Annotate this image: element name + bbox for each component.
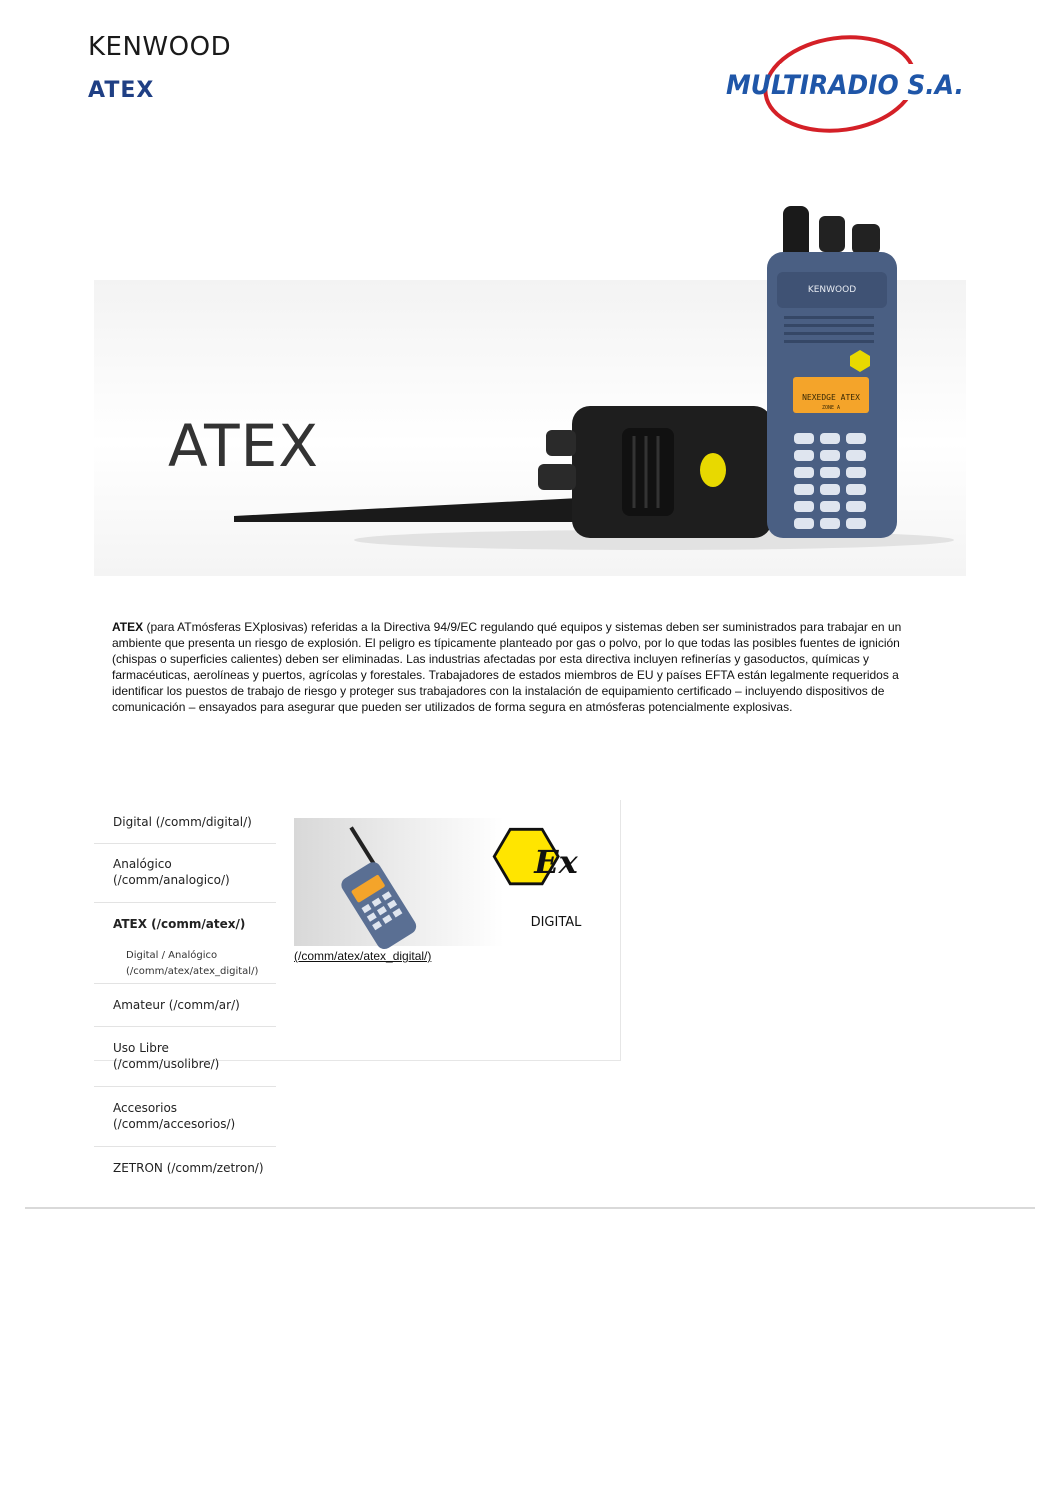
sidebar-item-digital[interactable] — [94, 814, 276, 844]
black-radio-icon — [538, 406, 772, 538]
multiradio-logo — [720, 32, 970, 132]
sidebar-item-label: Uso Libre (/comm/usolibre/) — [113, 1041, 220, 1071]
sidebar-item-label: Amateur (/comm/ar/) — [113, 998, 240, 1012]
footer-divider — [25, 1207, 1035, 1209]
blue-radio-icon — [767, 206, 897, 538]
banner-radios-image — [94, 200, 966, 576]
intro-paragraph — [112, 619, 940, 715]
page-title: ATEX — [88, 78, 155, 103]
ex-badge-icon — [700, 453, 726, 487]
sidebar-item-amateur[interactable] — [94, 997, 276, 1027]
svg-text:KENWOOD: KENWOOD — [807, 285, 857, 295]
sidebar-divider — [94, 983, 276, 984]
sidebar-subitem-atex-digital[interactable] — [126, 948, 276, 980]
kenwood-brand: KENWOOD — [88, 32, 232, 62]
banner-headline: ATEX — [168, 412, 319, 480]
sidebar-item-zetron[interactable] — [94, 1160, 276, 1184]
sidebar-item-usolibre[interactable] — [94, 1040, 276, 1087]
sidebar-subitem-label: Digital / Analógico (/comm/atex/atex_digital/) — [126, 950, 259, 977]
intro-term: ATEX — [112, 620, 144, 634]
svg-text:NEXEDGE ATEX: NEXEDGE ATEX — [802, 393, 860, 402]
sidebar-item-analogico[interactable] — [94, 856, 276, 903]
intro-text: (para ATmósferas EXplosivas) referidas a la Directiva 94/9/EC regulando qué equipos y sistemas deben ser suministrados para trabajar en un ambiente que presenta un riesgo de explosión. El peligro es típicamente planteado por gas o polvo, por lo que todas las posibles fuentes de ignición (chispas o superficies calientes) deben ser eliminadas. Las industrias afectadas por esta directiva incluyen refinerías y gasoductos, químicas y farmacéuticas, aerolíneas y puertos, agrícolas y forestales. Trabajadores de estados miembros de EU y países EFTA están legalmente requeridos a identificar los puestos de trabajo de riesgo y proteger sus trabajadores con la instalación de equipamiento certificado – incluyendo dispositivos de comunicación – ensayados para asegurar que pueden ser utilizados de forma segura en atmósferas potencialmente explosivas. — [112, 620, 902, 714]
sidebar-item-accesorios[interactable] — [94, 1100, 276, 1147]
product-image[interactable] — [294, 818, 582, 946]
svg-text:Ex: Ex — [534, 843, 578, 881]
product-caption: DIGITAL — [530, 915, 582, 930]
sidebar-item-label: Accesorios (/comm/accesorios/) — [113, 1101, 236, 1131]
product-link[interactable]: (/comm/atex/atex_digital/) — [294, 949, 432, 963]
sidebar-item-atex[interactable] — [94, 916, 276, 940]
sidebar-item-label: Digital (/comm/digital/) — [113, 815, 252, 829]
sidebar-item-label: ATEX (/comm/atex/) — [113, 917, 246, 931]
sidebar-item-label: Analógico (/comm/analogico/) — [113, 857, 230, 887]
sidebar-item-label: ZETRON (/comm/zetron/) — [113, 1161, 264, 1175]
logo-text: MULTIRADIO S.A. — [726, 70, 964, 101]
svg-text:ZONE A: ZONE A — [821, 405, 841, 411]
antenna-icon — [234, 498, 579, 522]
